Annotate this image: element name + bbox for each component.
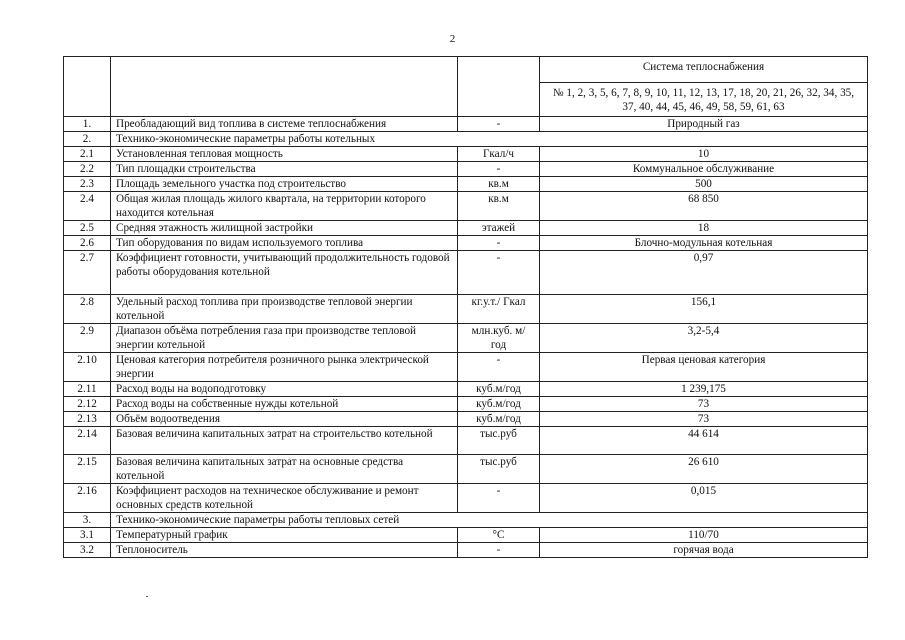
row-number: 2.3 (64, 177, 111, 192)
parameter-label: Общая жилая площадь жилого квартала, на территории которого находится котельная (111, 192, 458, 221)
parameter-unit: куб.м/год (458, 382, 540, 397)
parameter-label: Коэффициент готовности, учитывающий продолжительность годовой работы оборудования котельной (111, 251, 458, 295)
parameter-unit: кв.м (458, 192, 540, 221)
parameter-value: 0,97 (540, 251, 868, 295)
table-row (64, 543, 868, 558)
parameter-value: 73 (540, 412, 868, 427)
table-row (64, 192, 868, 221)
table-row (64, 221, 868, 236)
system-list: № 1, 2, 3, 5, 6, 7, 8, 9, 10, 11, 12, 13, 17, 18, 20, 21, 26, 32, 34, 35, 37, 40, 44, 45, 46, 49, 58, 59, 61, 63 (540, 83, 868, 117)
parameter-value: 26 610 (540, 455, 868, 484)
parameter-label: Площадь земельного участка под строительство (111, 177, 458, 192)
parameter-value: 73 (540, 397, 868, 412)
row-number: 2.9 (64, 324, 111, 353)
parameter-label: Теплоноситель (111, 543, 458, 558)
scan-speck (146, 596, 148, 597)
parameter-label: Тип оборудования по видам используемого топлива (111, 236, 458, 251)
parameter-value: 44 614 (540, 427, 868, 455)
parameter-label: Объём водоотведения (111, 412, 458, 427)
table-row (64, 295, 868, 324)
parameter-unit: - (458, 117, 540, 132)
parameter-value: Природный газ (540, 117, 868, 132)
row-number: 2.2 (64, 162, 111, 177)
row-number: 2.13 (64, 412, 111, 427)
parameter-unit: млн.куб. м/ год (458, 324, 540, 353)
table-row (64, 412, 868, 427)
table-row (64, 251, 868, 295)
parameter-label: Тип площадки строительства (111, 162, 458, 177)
row-number: 2.14 (64, 427, 111, 455)
parameter-unit: - (458, 236, 540, 251)
parameter-value: 110/70 (540, 528, 868, 543)
parameter-label: Преобладающий вид топлива в системе теплоснабжения (111, 117, 458, 132)
parameter-unit: - (458, 162, 540, 177)
row-number: 2.4 (64, 192, 111, 221)
parameter-unit: - (458, 484, 540, 513)
parameter-unit: тыс.руб (458, 455, 540, 484)
table-row (64, 236, 868, 251)
parameters-table (63, 56, 868, 558)
row-number: 2.11 (64, 382, 111, 397)
parameter-unit: °С (458, 528, 540, 543)
section-title: Технико-экономические параметры работы тепловых сетей (111, 513, 868, 528)
row-number: 2.8 (64, 295, 111, 324)
header-row (64, 57, 868, 83)
parameter-unit: тыс.руб (458, 427, 540, 455)
parameter-label: Базовая величина капитальных затрат на основные средства котельной (111, 455, 458, 484)
parameter-unit: Гкал/ч (458, 147, 540, 162)
row-number: 2. (64, 132, 111, 147)
row-number: 2.1 (64, 147, 111, 162)
parameter-label: Удельный расход топлива при производстве тепловой энергии котельной (111, 295, 458, 324)
parameter-unit: кв.м (458, 177, 540, 192)
table-row (64, 382, 868, 397)
table-row (64, 528, 868, 543)
row-number: 2.15 (64, 455, 111, 484)
parameter-value: 10 (540, 147, 868, 162)
header-num-cell (64, 57, 111, 117)
parameter-label: Коэффициент расходов на техническое обслуживание и ремонт основных средств котельной (111, 484, 458, 513)
parameter-label: Температурный график (111, 528, 458, 543)
row-number: 3. (64, 513, 111, 528)
parameter-value: 500 (540, 177, 868, 192)
table-row (64, 353, 868, 382)
parameter-unit: - (458, 543, 540, 558)
parameter-value: горячая вода (540, 543, 868, 558)
parameter-value: 18 (540, 221, 868, 236)
parameter-label: Ценовая категория потребителя розничного рынка электрической энергии (111, 353, 458, 382)
table-row (64, 484, 868, 513)
parameter-value: Коммунальное обслуживание (540, 162, 868, 177)
table-row (64, 117, 868, 132)
parameter-unit: - (458, 353, 540, 382)
table-row (64, 397, 868, 412)
table-row (64, 162, 868, 177)
parameter-unit: - (458, 251, 540, 295)
table-row (64, 324, 868, 353)
parameter-label: Расход воды на собственные нужды котельной (111, 397, 458, 412)
row-number: 1. (64, 117, 111, 132)
row-number: 2.16 (64, 484, 111, 513)
parameter-value: 68 850 (540, 192, 868, 221)
parameter-value: Блочно-модульная котельная (540, 236, 868, 251)
parameter-unit: куб.м/год (458, 397, 540, 412)
parameter-label: Базовая величина капитальных затрат на строительство котельной (111, 427, 458, 455)
section-row (64, 132, 868, 147)
row-number: 2.5 (64, 221, 111, 236)
parameter-value: 1 239,175 (540, 382, 868, 397)
header-unit-cell (458, 57, 540, 117)
page-number: 2 (449, 33, 456, 45)
parameter-label: Диапазон объёма потребления газа при производстве тепловой энергии котельной (111, 324, 458, 353)
parameter-label: Установленная тепловая мощность (111, 147, 458, 162)
header-label-cell (111, 57, 458, 117)
parameter-value: Первая ценовая категория (540, 353, 868, 382)
parameter-unit: этажей (458, 221, 540, 236)
table-row (64, 455, 868, 484)
row-number: 3.2 (64, 543, 111, 558)
section-title: Технико-экономические параметры работы котельных (111, 132, 868, 147)
row-number: 2.12 (64, 397, 111, 412)
parameter-value: 156,1 (540, 295, 868, 324)
parameter-value: 3,2-5,4 (540, 324, 868, 353)
system-title: Система теплоснабжения (540, 57, 868, 83)
table-row (64, 427, 868, 455)
row-number: 2.10 (64, 353, 111, 382)
parameter-unit: кг.у.т./ Гкал (458, 295, 540, 324)
parameter-unit: куб.м/год (458, 412, 540, 427)
row-number: 3.1 (64, 528, 111, 543)
row-number: 2.6 (64, 236, 111, 251)
table-row (64, 147, 868, 162)
table-row (64, 177, 868, 192)
section-row (64, 513, 868, 528)
parameter-label: Средняя этажность жилищной застройки (111, 221, 458, 236)
parameter-label: Расход воды на водоподготовку (111, 382, 458, 397)
row-number: 2.7 (64, 251, 111, 295)
parameter-value: 0,015 (540, 484, 868, 513)
